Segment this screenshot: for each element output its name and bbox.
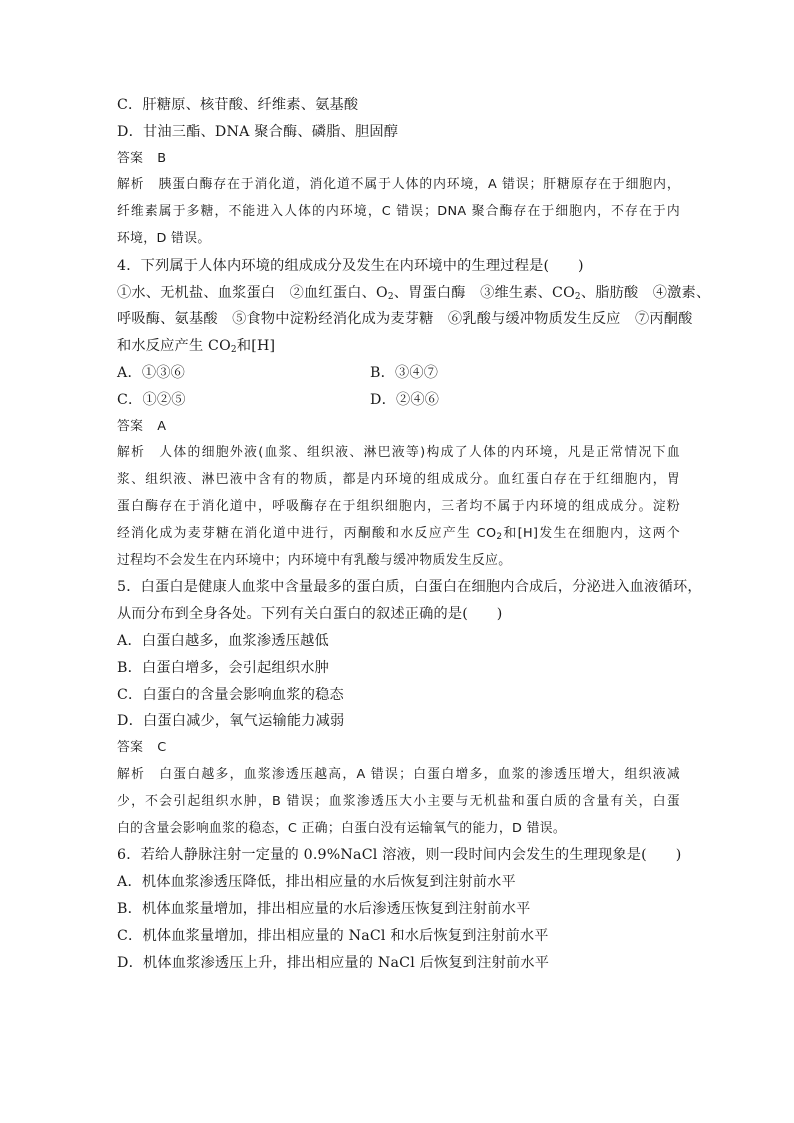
subscript: 2 [574,291,581,302]
option-b: B．机体血浆量增加，排出相应量的水后渗透压恢复到注射前水平 [117,900,531,917]
items-text: 和水反应产生 CO [117,338,231,355]
question-4-items: 呼吸酶、氨基酸 ⑤食物中淀粉经消化成为麦芽糖 ⑥乳酸与缓冲物质发生反应 ⑦丙酮酸 [117,311,693,328]
items-text: 、胃蛋白酶 ③维生素、CO [393,284,575,301]
items-text: 、脂肪酸 ④激素、 [580,284,711,301]
explanation-text: 和[H]发生在细胞内，这两个 [502,525,680,541]
explanation-line: 蛋白酶存在于消化道中，呼吸酶存在于组织细胞内，三者均不属于内环境的组成成分。淀粉 [117,498,680,514]
option-d: D．②④⑥ [370,391,440,408]
option-d: D．甘油三酯、DNA 聚合酶、磷脂、胆固醇 [117,123,399,140]
answer-value: C [157,740,167,756]
explanation-text: 白蛋白越多，血浆渗透压越高，A 错误；白蛋白增多，血浆的渗透压增大，组织液减 [159,766,680,782]
option-b: B．白蛋白增多，会引起组织水肿 [117,659,330,676]
subscript: 2 [387,291,394,302]
question-4-items [117,280,711,307]
explanation-line [117,440,680,467]
explanation-line [117,521,680,548]
answer-value: B [157,150,167,166]
question-4-items [117,333,680,360]
answer-label: 答案 [117,740,144,756]
answer-line [117,146,680,173]
answer-label: 答案 [117,150,144,166]
explanation-line: 浆、组织液、淋巴液中含有的物质，都是内环境的组成成分。血红蛋白存在于红细胞内，胃 [117,472,680,488]
explanation-label: 解析 [117,445,146,461]
document-page [117,92,711,976]
explanation-text: 人体的细胞外液(血浆、组织液、淋巴液等)构成了人体的内环境，凡是正常情况下血 [159,445,680,461]
explanation-text: 胰蛋白酶存在于消化道，消化道不属于人体的内环境，A 错误；肝糖原存在于细胞内， [158,177,680,193]
options-row [117,360,680,387]
explanation-line: 过程均不会发生在内环境中；内环境中有乳酸与缓冲物质发生反应。 [117,552,512,568]
options-row [117,387,680,414]
subscript: 2 [230,345,237,356]
explanation-line: 环境，D 错误。 [117,230,211,246]
explanation-line [117,172,680,199]
explanation-line [117,762,680,789]
explanation-label: 解析 [117,766,146,782]
explanation-line: 白的含量会影响血浆的稳态，C 正确；白蛋白没有运输氧气的能力，D 错误。 [117,820,567,836]
option-c: C．肝糖原、核苷酸、纤维素、氨基酸 [117,97,359,113]
explanation-line: 少，不会引起组织水肿，B 错误；血浆渗透压大小主要与无机盐和蛋白质的含量有关，白蛋 [117,793,680,809]
answer-label: 答案 [117,418,144,434]
items-text: ①水、无机盐、血浆蛋白 ②血红蛋白、O [117,284,388,301]
answer-value: A [157,418,167,434]
explanation-label: 解析 [117,177,145,193]
question-4-stem: 4．下列属于人体内环境的组成成分及发生在内环境中的生理过程是( ) [117,257,584,274]
option-a: A．白蛋白越多，血浆渗透压越低 [117,632,329,649]
answer-line [117,735,680,762]
explanation-text: 经消化成为麦芽糖在消化道中进行，丙酮酸和水反应产生 CO [117,525,497,541]
option-c: C．①②⑤ [117,391,186,408]
question-6-stem: 6．若给人静脉注射一定量的 0.9%NaCl 溶液，则一段时间内会发生的生理现象是( ) [117,847,682,864]
option-a: A．机体血浆渗透压降低，排出相应量的水后恢复到注射前水平 [117,874,516,891]
explanation-line: 纤维素属于多糖，不能进入人体的内环境，C 错误；DNA 聚合酶存在于细胞内，不存在于内 [117,204,680,220]
question-5-stem: 从而分布到全身各处。下列有关白蛋白的叙述正确的是( ) [117,606,503,623]
option-b: B．③④⑦ [370,364,439,381]
option-d: D．机体血浆渗透压上升，排出相应量的 NaCl 后恢复到注射前水平 [117,954,550,971]
question-5-stem: 5．白蛋白是健康人血浆中含量最多的蛋白质，白蛋白在细胞内合成后，分泌进入血液循环， [117,579,702,596]
option-d: D．白蛋白减少，氧气运输能力减弱 [117,713,345,730]
subscript: 2 [496,531,503,542]
option-c: C．白蛋白的含量会影响血浆的稳态 [117,686,344,703]
answer-line [117,414,680,441]
option-c: C．机体血浆量增加，排出相应量的 NaCl 和水后恢复到注射前水平 [117,927,549,944]
option-a: A．①③⑥ [117,364,185,381]
items-text: 和[H] [236,338,276,355]
